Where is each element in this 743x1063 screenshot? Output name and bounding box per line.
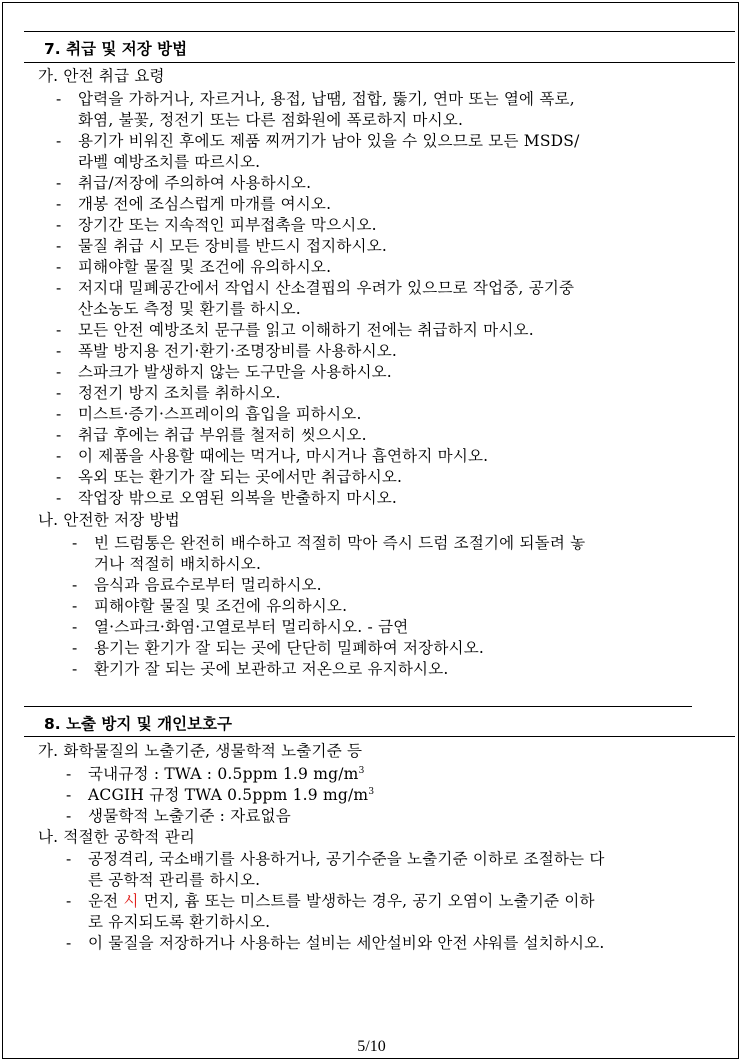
list-item: - 국내규정 : TWA : 0.5ppm 1.9 $mg/m^3$ [66,765,365,783]
list-item: - 폭발 방지용 전기·환기·조명장비를 사용하시오. [56,342,398,360]
list-item-cont: 라벨 예방조치를 따르시오. [78,153,261,171]
section8-title: 8. 노출 방지 및 개인보호구 [44,715,232,733]
section8-top-rule [24,706,692,707]
section8-bottom-rule [24,736,735,737]
list-item-cont: 른 공학적 관리를 하시오. [88,871,261,889]
list-item: - 장기간 또는 지속적인 피부접촉을 막으시오. [56,216,377,234]
list-item: - 스파크가 발생하지 않는 도구만을 사용하시오. [56,363,392,381]
list-item: - 열·스파크·화염·고열로부터 멀리하시오. - 금연 [72,618,409,636]
list-item: - 작업장 밖으로 오염된 의복을 반출하지 마시오. [56,489,398,507]
list-item: - 개봉 전에 조심스럽게 마개를 여시오. [56,195,332,213]
section7-top-rule [24,31,735,32]
list-item: - 물질 취급 시 모든 장비를 반드시 접지하시오. [56,237,388,255]
section8-subheading-a: 가. 화학물질의 노출기준, 생물학적 노출기준 등 [38,742,363,760]
list-item: - 정전기 방지 조치를 취하시오. [56,384,281,402]
list-item: - 용기는 환기가 잘 되는 곳에 단단히 밀폐하여 저장하시오. [72,639,484,657]
list-item: - 피해야할 물질 및 조건에 유의하시오. [56,258,332,276]
list-item-cont: 산소농도 측정 및 환기를 하시오. [78,300,301,318]
section7-subheading-a: 가. 안전 취급 요령 [38,67,165,85]
list-item-cont: 화염, 불꽃, 정전기 또는 다른 점화원에 폭로하지 마시오. [78,111,464,129]
list-item-cont: 거나 적절히 배치하시오. [94,555,262,573]
list-item: - 공정격리, 국소배기를 사용하거나, 공기수준을 노출기준 이하로 조절하는 다 [66,850,605,868]
list-item: - 취급/저장에 주의하여 사용하시오. [56,174,312,192]
list-item: - 피해야할 물질 및 조건에 유의하시오. [72,597,348,615]
section7-subheading-b: 나. 안전한 저장 방법 [38,511,180,529]
list-item: - 저지대 밀폐공간에서 작업시 산소결핍의 우려가 있으므로 작업중, 공기중 [56,279,575,297]
list-item: - 취급 후에는 취급 부위를 철저히 씻으시오. [56,426,367,444]
list-item: - 용기가 비워진 후에도 제품 찌꺼기가 남아 있을 수 있으므로 모든 MSDS/ [56,132,580,150]
list-item: - 이 제품을 사용할 때에는 먹거나, 마시거나 흡연하지 마시오. [56,447,489,465]
list-item: - 음식과 음료수로부터 멀리하시오. [72,576,322,594]
list-item: - 옥외 또는 환기가 잘 되는 곳에서만 취급하시오. [56,468,403,486]
list-item: - 운전 시 먼지, 흄 또는 미스트를 발생하는 경우, 공기 오염이 노출기준 이하 [66,892,595,910]
highlighted-word: 시 [123,892,139,910]
section7-title: 7. 취급 및 저장 방법 [44,40,188,58]
section7-bottom-rule [24,62,735,63]
list-item: - 빈 드럼통은 완전히 배수하고 적절히 막아 즉시 드럼 조절기에 되돌려 놓 [72,534,586,552]
list-item: - 생물학적 노출기준 : 자료없음 [66,807,291,825]
list-item: - 모든 안전 예방조치 문구를 읽고 이해하기 전에는 취급하지 마시오. [56,321,534,339]
list-item-cont: 로 유지되도록 환기하시오. [88,913,271,931]
list-item: - 이 물질을 저장하거나 사용하는 설비는 세안설비와 안전 샤워를 설치하시오. [66,934,605,952]
section8-subheading-b: 나. 적절한 공학적 관리 [38,828,196,846]
page-number: 5/10 [357,1038,386,1055]
list-item: - 압력을 가하거나, 자르거나, 용접, 납땜, 접합, 뚫기, 연마 또는 열에 폭로, [56,90,575,108]
list-item: - 미스트·증기·스프레이의 흡입을 피하시오. [56,405,362,423]
list-item: - 환기가 잘 되는 곳에 보관하고 저온으로 유지하시오. [72,660,449,678]
list-item: - ACGIH 규정 TWA 0.5ppm 1.9 $mg/m^3$ [66,786,375,804]
